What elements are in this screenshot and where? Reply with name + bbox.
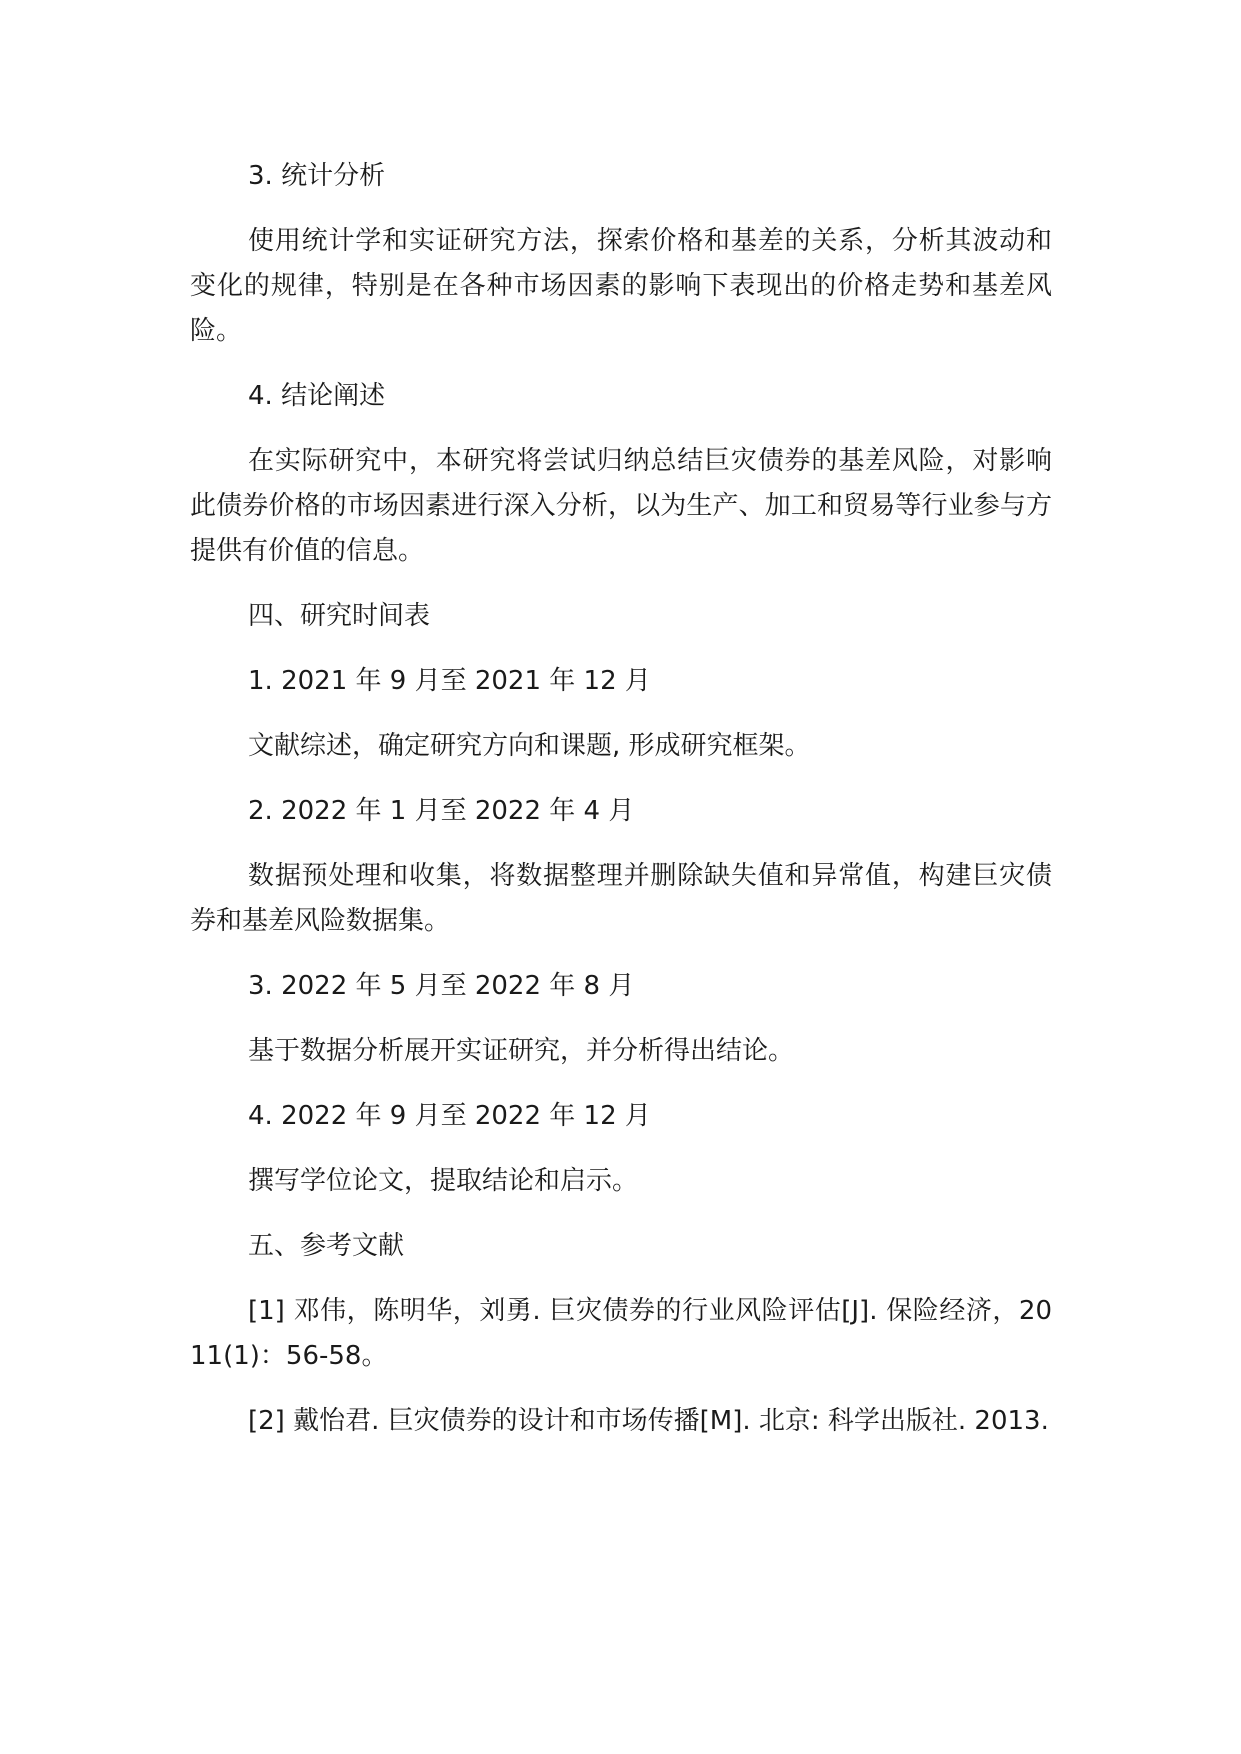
timeline-desc-2: 数据预处理和收集，将数据整理并删除缺失值和异常值，构建巨灾债券和基差风险数据集。 <box>190 861 1052 936</box>
document-body <box>190 154 1052 1464</box>
reference-2: [2] 戴怡君. 巨灾债券的设计和市场传播[M]. 北京: 科学出版社. 2013. <box>248 1406 1049 1436</box>
section-heading-conclusion: 4. 结论阐述 <box>248 381 386 411</box>
timeline-item-3: 3. 2022 年 5 月至 2022 年 8 月 <box>248 971 635 1001</box>
timeline-item-4: 4. 2022 年 9 月至 2022 年 12 月 <box>248 1101 651 1131</box>
paragraph-conclusion: 在实际研究中，本研究将尝试归纳总结巨灾债券的基差风险，对影响此债券价格的市场因素进行深入分析，以为生产、加工和贸易等行业参与方提供有价值的信息。 <box>190 446 1052 566</box>
section-heading-timeline: 四、研究时间表 <box>248 601 431 631</box>
section-heading-references: 五、参考文献 <box>248 1231 405 1261</box>
paragraph-statistical-analysis: 使用统计学和实证研究方法，探索价格和基差的关系，分析其波动和变化的规律，特别是在各种市场因素的影响下表现出的价格走势和基差风险。 <box>190 226 1052 346</box>
timeline-desc-3: 基于数据分析展开实证研究，并分析得出结论。 <box>248 1036 795 1066</box>
reference-1: [1] 邓伟，陈明华，刘勇. 巨灾债券的行业风险评估[J]. 保险经济，2011(1)：56-58。 <box>190 1296 1052 1371</box>
section-heading-statistical-analysis: 3. 统计分析 <box>248 161 386 191</box>
timeline-item-1: 1. 2021 年 9 月至 2021 年 12 月 <box>248 666 651 696</box>
timeline-desc-4: 撰写学位论文，提取结论和启示。 <box>248 1166 639 1196</box>
timeline-desc-1: 文献综述，确定研究方向和课题, 形成研究框架。 <box>248 731 811 761</box>
timeline-item-2: 2. 2022 年 1 月至 2022 年 4 月 <box>248 796 635 826</box>
